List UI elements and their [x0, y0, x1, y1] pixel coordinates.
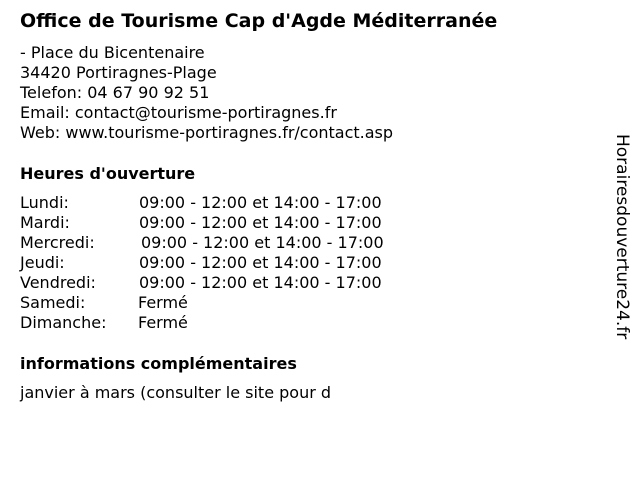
website-text: Web: www.tourisme-portiragnes.fr/contact.asp [20, 123, 394, 142]
day-label: Mercredi: [20, 233, 95, 252]
day-label: Dimanche: [20, 313, 107, 332]
hours-value: 09:00 - 12:00 et 14:00 - 17:00 [141, 233, 384, 252]
day-label: Vendredi: [20, 273, 96, 292]
site-watermark: Horairesdouverture24.fr [612, 134, 632, 340]
hours-value: 09:00 - 12:00 et 14:00 - 17:00 [139, 213, 382, 232]
address-city: 34420 Portiragnes-Plage [20, 63, 217, 82]
hours-value: 09:00 - 12:00 et 14:00 - 17:00 [139, 253, 382, 272]
page-title: Office de Tourisme Cap d'Agde Méditerranée [20, 10, 498, 32]
day-label: Samedi: [20, 293, 86, 312]
phone-text: Telefon: 04 67 90 92 51 [20, 83, 210, 102]
opening-hours-heading: Heures d'ouverture [20, 164, 196, 183]
hours-value: Fermé [138, 293, 188, 312]
day-label: Lundi: [20, 193, 69, 212]
day-label: Mardi: [20, 213, 70, 232]
additional-info-text: janvier à mars (consulter le site pour d [20, 383, 332, 402]
address-street: - Place du Bicentenaire [20, 43, 205, 62]
additional-info-heading: informations complémentaires [20, 354, 297, 373]
hours-value: Fermé [138, 313, 188, 332]
day-label: Jeudi: [20, 253, 65, 272]
contact-block [20, 43, 393, 143]
email-text: Email: contact@tourisme-portiragnes.fr [20, 103, 337, 122]
hours-value: 09:00 - 12:00 et 14:00 - 17:00 [139, 193, 382, 212]
hours-value: 09:00 - 12:00 et 14:00 - 17:00 [139, 273, 382, 292]
